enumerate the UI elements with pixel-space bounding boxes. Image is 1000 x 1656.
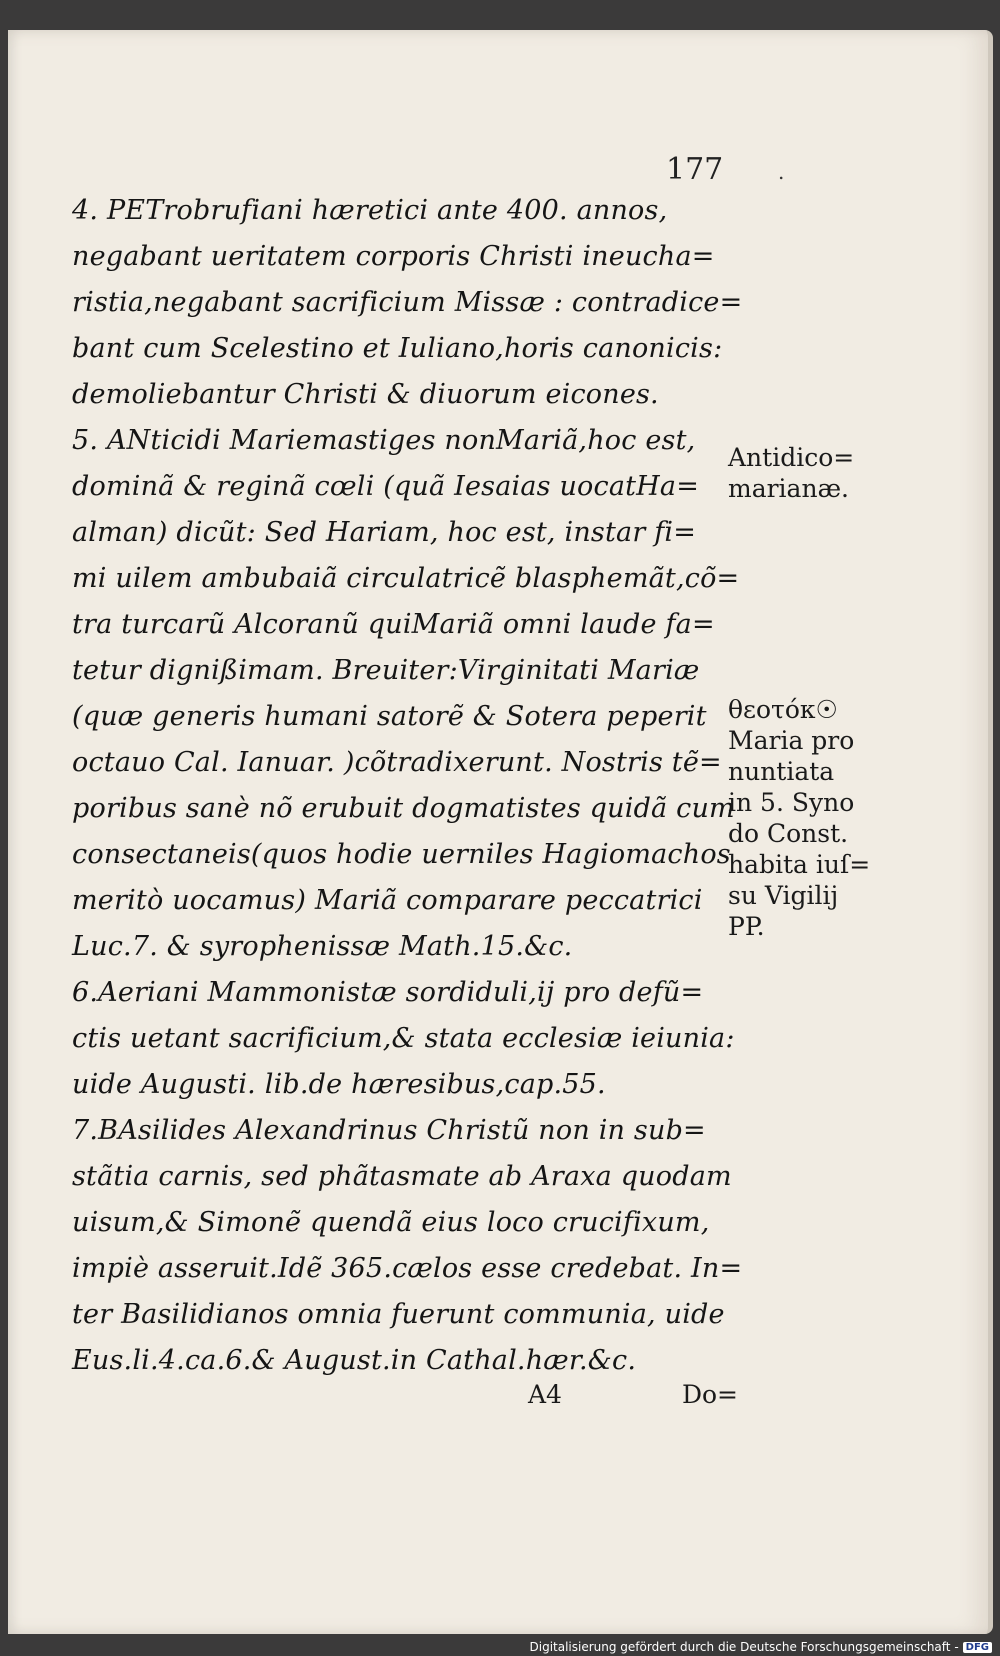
margin-line: habita iuſ=	[728, 850, 871, 879]
margin-line: su Vigilij	[728, 881, 839, 910]
margin-notes	[728, 442, 938, 1132]
margin-line: PP.	[728, 912, 765, 941]
book-page	[8, 30, 993, 1634]
catchwords	[528, 1380, 738, 1409]
dfg-logo-icon: DFG	[963, 1642, 992, 1653]
text-line: meritò uocamus) Mariã comparare peccatrici	[72, 885, 703, 916]
text-line: impiè asseruit.Idẽ 365.cælos esse credebat. In=	[72, 1253, 743, 1284]
page-mark: .	[778, 160, 785, 184]
text-line: uide Augusti. lib.de hæresibus,cap.55.	[72, 1069, 606, 1100]
catchword: Do=	[681, 1380, 738, 1409]
text-line: mi uilem ambubaiã circulatricẽ blasphemãt,cõ=	[72, 563, 740, 594]
text-line: Eus.li.4.ca.6.& August.in Cathal.hær.&c.	[72, 1345, 637, 1376]
text-line: ristia,negabant sacrificium Missæ : contradice=	[72, 287, 743, 318]
text-line: octauo Cal. Ianuar. )cõtradixerunt. Nostris tẽ=	[72, 747, 722, 778]
digitization-footer	[530, 1640, 993, 1654]
margin-line: in 5. Syno	[728, 788, 855, 817]
margin-note-antidicomarianae	[728, 442, 938, 504]
signature-mark: A4	[528, 1380, 562, 1409]
text-line: negabant ueritatem corporis Christi ineucha=	[72, 241, 715, 272]
text-line: ter Basilidianos omnia fuerunt communia, uide	[72, 1299, 725, 1330]
margin-note-theotokos	[728, 694, 938, 942]
text-line: 5. ANticidi Mariemastiges nonMariã,hoc est,	[72, 425, 696, 456]
margin-line: do Const.	[728, 819, 849, 848]
margin-line: nuntiata	[728, 757, 835, 786]
text-line: alman) dicũt: Sed Hariam, hoc est, instar fi=	[72, 517, 697, 548]
text-line: tetur dignißimam. Breuiter:Virginitati Mariæ	[72, 655, 700, 686]
text-line: 6.Aeriani Mammonistæ sordiduli,ij pro defũ=	[72, 977, 704, 1008]
text-line: demoliebantur Christi & diuorum eicones.	[72, 379, 659, 410]
text-line: bant cum Scelestino et Iuliano,horis canonicis:	[72, 333, 723, 364]
text-line: poribus sanè nõ erubuit dogmatistes quidã cum	[72, 793, 735, 824]
text-line: stãtia carnis, sed phãtasmate ab Araxa quodam	[72, 1161, 732, 1192]
text-line: 7.BAsilides Alexandrinus Christũ non in sub=	[72, 1115, 706, 1146]
page-number: 177	[666, 152, 724, 187]
text-line: 4. PETrobrufiani hæretici ante 400. annos,	[72, 195, 668, 226]
margin-line: Antidico=	[728, 443, 855, 472]
text-line: consectaneis(quos hodie uerniles Hagiomachos	[72, 839, 731, 870]
text-line: ctis uetant sacrificium,& stata ecclesiæ ieiunia:	[72, 1023, 735, 1054]
margin-line: θεοτόκ☉	[728, 695, 838, 724]
text-line: Luc.7. & syrophenissæ Math.15.&c.	[72, 931, 573, 962]
footer-credit: Digitalisierung gefördert durch die Deutsche Forschungsgemeinschaft -	[529, 1640, 959, 1654]
text-line: uisum,& Simonẽ quendã eius loco crucifixum,	[72, 1207, 710, 1238]
text-line: (quæ generis humani satorẽ & Sotera peperit	[72, 701, 707, 732]
body-text	[72, 188, 743, 1384]
text-line: dominã & reginã cœli (quã Iesaias uocatHa=	[72, 471, 700, 502]
margin-line: marianæ.	[728, 474, 850, 503]
text-line: tra turcarũ Alcoranũ quiMariã omni laude fa=	[72, 609, 715, 640]
margin-line: Maria pro	[728, 726, 855, 755]
